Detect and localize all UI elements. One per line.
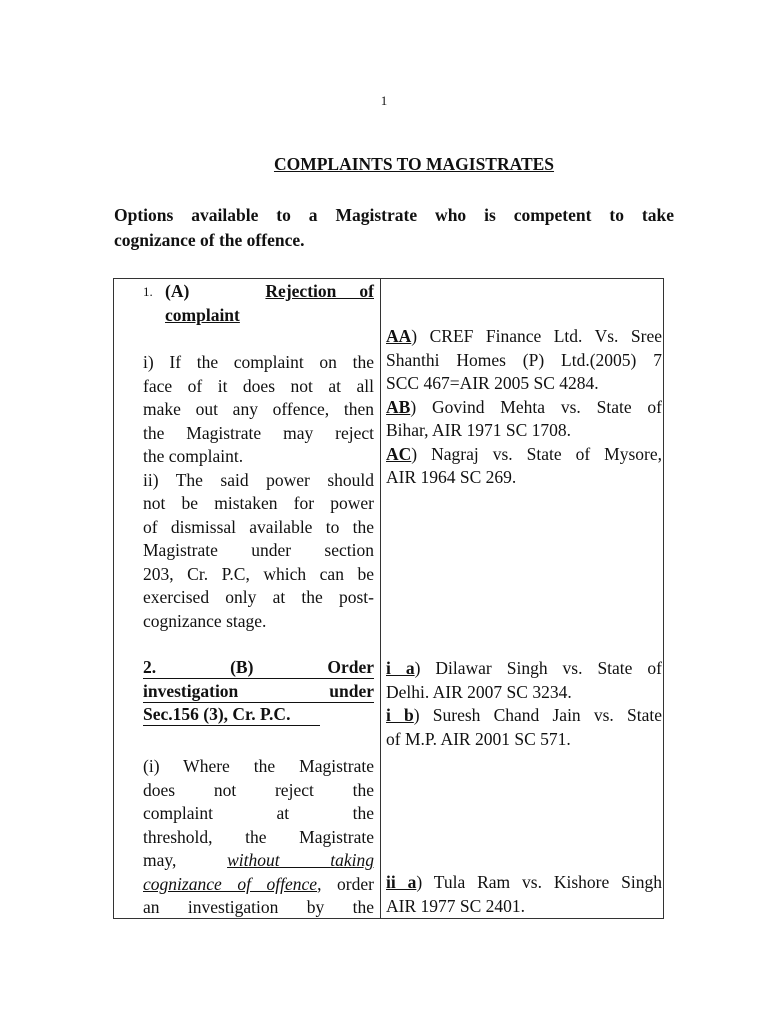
row2-heading-text: Order xyxy=(327,657,375,677)
row2-heading-line xyxy=(143,656,374,680)
row1-heading-text: Rejection of xyxy=(265,281,374,301)
text-span: , order xyxy=(317,873,374,894)
intro-paragraph xyxy=(114,203,674,253)
row2-heading-text: investigation xyxy=(143,680,239,701)
emphasis-text: cognizance of offence xyxy=(143,873,318,894)
text-line: i) If the complaint on the xyxy=(143,352,374,372)
ref-text: ) Nagraj vs. State of Mysore, xyxy=(411,443,662,464)
intro-line: Options available to a Magistrate who is competent to take xyxy=(114,205,674,225)
ref-tag: AC xyxy=(386,443,412,464)
text-line: an investigation by the xyxy=(143,897,374,917)
ref-text: ) Suresh Chand Jain vs. State xyxy=(413,705,662,725)
text-line: face of it does not at all xyxy=(143,375,374,396)
text-line: complaint at the xyxy=(143,803,374,823)
text-line xyxy=(143,849,374,873)
ref-line: Shanthi Homes (P) Ltd.(2005) 7 xyxy=(386,349,662,370)
text-line: cognizance stage. xyxy=(143,610,267,631)
text-line: the Magistrate may reject xyxy=(143,422,374,443)
ref-line xyxy=(386,325,662,349)
row2-number: 2. xyxy=(143,657,157,677)
text-line: 203, Cr. P.C, which can be xyxy=(143,563,374,584)
row2-heading-line: Sec.156 (3), Cr. P.C. xyxy=(143,704,291,724)
text-line xyxy=(143,873,374,897)
ref-tag: AB xyxy=(386,396,411,417)
text-line: not be mistaken for power xyxy=(143,493,374,513)
text-line: (i) Where the Magistrate xyxy=(143,756,374,776)
ref-line: AIR 1977 SC 2401. xyxy=(386,895,526,916)
row1-heading-text-2: complaint xyxy=(165,304,240,325)
row1-para-i xyxy=(143,351,374,633)
ref-text: ) Dilawar Singh vs. State of xyxy=(414,658,662,678)
ref-text: ) Govind Mehta vs. State of xyxy=(410,396,662,417)
row2-references-ii xyxy=(386,871,662,918)
text-line: does not reject the xyxy=(143,779,374,800)
row2-heading xyxy=(143,656,374,727)
row1-heading-line xyxy=(165,280,374,304)
row2-references-i xyxy=(386,657,662,751)
text-line: make out any offence, then xyxy=(143,399,374,419)
column-divider xyxy=(380,279,381,918)
ref-line xyxy=(386,396,662,420)
title-text: COMPLAINTS TO MAGISTRATES xyxy=(273,154,555,174)
item-number: 1. xyxy=(143,284,153,299)
row2-heading-text: under xyxy=(329,680,374,701)
text-line: of dismissal available to the xyxy=(143,516,374,537)
row2-label: (B) xyxy=(230,657,254,677)
ref-tag: i a xyxy=(386,658,415,678)
ref-line: Delhi. AIR 2007 SC 3234. xyxy=(386,681,572,702)
ref-text: ) CREF Finance Ltd. Vs. Sree xyxy=(411,326,662,346)
options-table xyxy=(113,278,664,919)
text-line: threshold, the Magistrate xyxy=(143,826,374,847)
row2-heading-line xyxy=(143,680,374,704)
ref-line: Bihar, AIR 1971 SC 1708. xyxy=(386,420,572,440)
document-title xyxy=(0,154,768,175)
ref-line: SCC 467=AIR 2005 SC 4284. xyxy=(386,373,599,393)
ref-line xyxy=(386,443,662,467)
ref-line xyxy=(386,657,662,681)
ref-tag: i b xyxy=(386,705,414,725)
ref-line: of M.P. AIR 2001 SC 571. xyxy=(386,728,571,749)
ref-line: AIR 1964 SC 269. xyxy=(386,467,517,487)
text-line: Magistrate under section xyxy=(143,540,374,560)
emphasis-text: without taking xyxy=(227,850,374,870)
ref-tag: AA xyxy=(386,326,412,346)
text-line: exercised only at the post- xyxy=(143,587,374,607)
text-line: ii) The said power should xyxy=(143,469,374,490)
ref-line xyxy=(386,704,662,728)
ref-tag: ii a xyxy=(386,872,417,892)
row2-para xyxy=(143,755,374,920)
ref-line xyxy=(386,871,662,895)
page-number: 1 xyxy=(380,93,388,108)
row1-label: (A) xyxy=(165,281,190,301)
text-line: the complaint. xyxy=(143,446,244,466)
ref-text: ) Tula Ram vs. Kishore Singh xyxy=(416,872,663,892)
row1-heading xyxy=(165,280,374,327)
row1-references xyxy=(386,325,662,490)
intro-line: cognizance of the offence. xyxy=(114,230,305,250)
text-span: may, xyxy=(143,850,177,870)
